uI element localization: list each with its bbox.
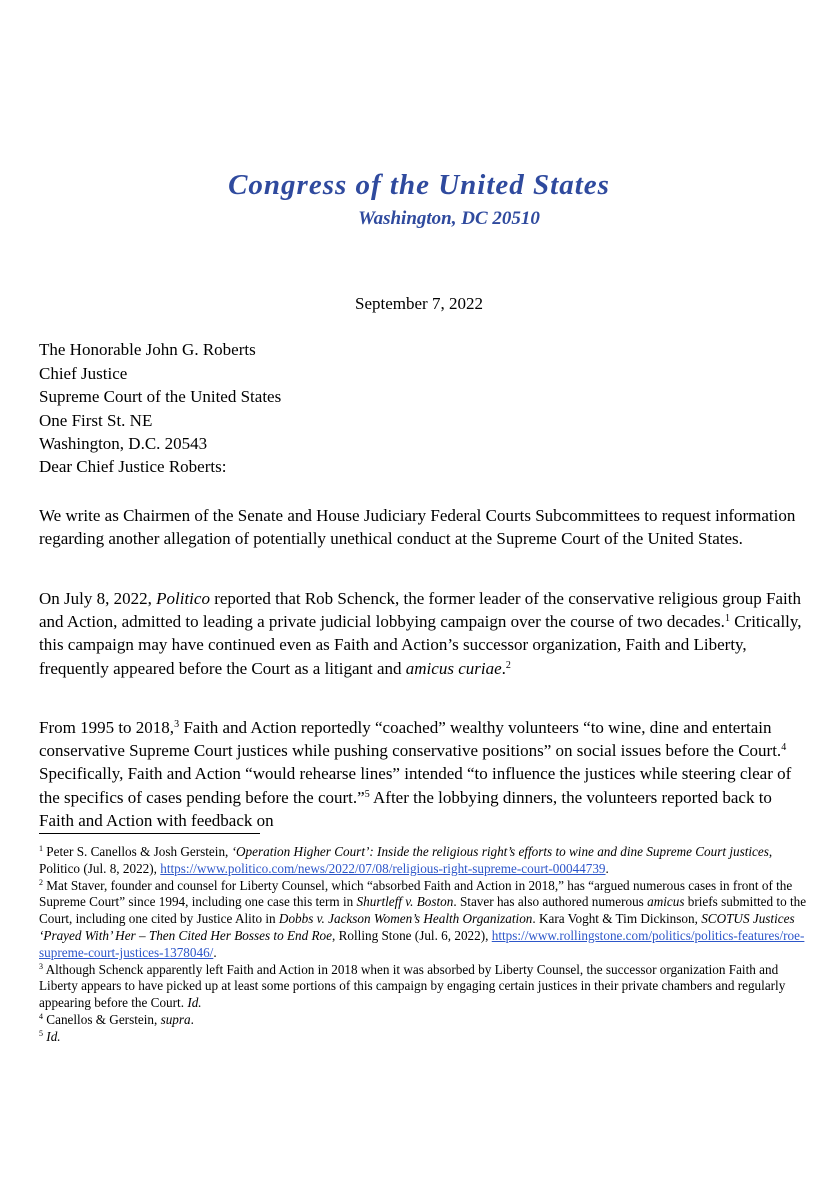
p2-text-c: Critically, this campaign may have continued even as Faith and Action’s successor organization, Faith and Liberty, frequently appeared before the Court as a litigant and <box>39 612 802 678</box>
footnote-ref-3[interactable]: 3 <box>174 719 180 730</box>
footnote-3 <box>39 962 809 1012</box>
paragraph-1: We write as Chairmen of the Senate and House Judiciary Federal Courts Subcommittees to request information regarding another allegation of potentially unethical conduct at the Supreme Court of the United States. <box>39 506 796 549</box>
letter-date: September 7, 2022 <box>355 294 483 313</box>
footnote-1-title: ‘Operation Higher Court’: Inside the religious right’s efforts to wine and dine Supreme Court justices <box>231 844 769 859</box>
footnote-3-id: Id. <box>187 995 202 1011</box>
footnote-2 <box>39 878 809 962</box>
footnote-2-case-shurtleff: Shurtleff v. Boston <box>356 894 454 910</box>
footnote-1 <box>39 844 809 878</box>
p3-text-b: Faith and Action reportedly “coached” wealthy volunteers “to wine, dine and entertain conservative Supreme Court justices while pushing conservative positions” on social issues before the Court. <box>39 718 782 761</box>
footnote-4-supra: supra <box>160 1011 191 1027</box>
p3-text-c: Specifically, Faith and Action “would rehearse lines” intended “to influence the justices while steering clear of the specifics of cases pending before the court.” <box>39 764 792 807</box>
footnote-3-number: 3 <box>39 961 43 971</box>
address-line-street: One First St. NE <box>39 410 153 430</box>
p2-text-a: On July 8, 2022, <box>39 589 157 608</box>
address-line-title: Chief Justice <box>39 363 128 383</box>
p2-text-b: reported that Rob Schenck, the former leader of the conservative religious group Faith and Action, admitted to leading a private judicial lobbying campaign over the course of two decades. <box>39 589 801 632</box>
p2-text-d: . <box>501 658 506 678</box>
footnote-2-amicus: amicus <box>647 894 685 910</box>
footnote-4-number: 4 <box>39 1011 43 1021</box>
footnote-2-text-b: . Staver has also authored numerous <box>453 894 648 910</box>
letterhead-title: Congress of the United States <box>228 169 610 201</box>
address-line-court: Supreme Court of the United States <box>39 387 282 406</box>
footnote-ref-5[interactable]: 5 <box>364 788 370 800</box>
footnote-5 <box>39 1029 809 1046</box>
footnote-2-text-c: briefs submitted to the Court, including one cited by Justice Alito in <box>39 894 807 927</box>
footnote-2-link[interactable]: https://www.rollingstone.com/politics/politics-features/roe-supreme-court-justices-1378046/ <box>39 927 805 960</box>
footnote-ref-2[interactable]: 2 <box>505 659 511 671</box>
footnotes <box>39 844 809 1046</box>
footnote-1-text-c: . <box>605 860 609 876</box>
footnote-4 <box>39 1012 809 1029</box>
footnote-1-text-a: Peter S. Canellos & Josh Gerstein, <box>43 844 232 859</box>
letterhead-subtitle: Washington, DC 20510 <box>358 208 540 229</box>
footnote-2-text-e: , Rolling Stone (Jul. 6, 2022), <box>332 927 492 943</box>
footnote-1-number: 1 <box>39 844 43 853</box>
paragraph-2 <box>39 587 809 680</box>
letterhead <box>0 166 838 232</box>
p2-politico: Politico <box>156 589 210 608</box>
footnote-2-number: 2 <box>39 877 43 887</box>
footnote-2-text-a: Mat Staver, founder and counsel for Liberty Counsel, which “absorbed Faith and Action in 2018,” has “argued numerous cases in front of the Supreme Court” since 1994, including one case this term in <box>39 877 793 910</box>
footnote-ref-4[interactable]: 4 <box>781 742 787 754</box>
recipient-address <box>39 338 281 456</box>
footnote-5-number: 5 <box>39 1028 43 1038</box>
footnote-1-text-b: , Politico (Jul. 8, 2022), <box>39 844 773 876</box>
address-line-name: The Honorable John G. Roberts <box>39 340 256 359</box>
footnote-2-text-d: . Kara Voght & Tim Dickinson, <box>532 911 702 927</box>
p3-text-d: After the lobbying dinners, the volunteers reported back to Faith and Action with feedback on <box>39 787 772 830</box>
footnote-2-title: SCOTUS Justices ‘Prayed With’ Her – Then Cited Her Bosses to End Roe <box>39 911 795 943</box>
footnote-1-link[interactable]: https://www.politico.com/news/2022/07/08/religious-right-supreme-court-00044739 <box>160 860 606 876</box>
paragraph-3 <box>39 716 809 832</box>
footnote-3-text-a: Although Schenck apparently left Faith and Action in 2018 when it was absorbed by Liberty Counsel, the successor organization Faith and Liberty appears to have picked up at least some portions of this campaign by engaging certain justices in their private chambers and regularly appearing before the Court. <box>39 961 786 1011</box>
footnote-4-text-b: . <box>190 1011 194 1027</box>
footnote-2-case-dobbs: Dobbs v. Jackson Women’s Health Organization <box>278 911 533 927</box>
footnote-4-text-a: Canellos & Gerstein, <box>43 1011 161 1027</box>
footnote-5-id: Id. <box>46 1028 61 1044</box>
salutation: Dear Chief Justice Roberts: <box>39 457 227 476</box>
address-line-city: Washington, D.C. 20543 <box>39 434 208 453</box>
footnote-ref-1[interactable]: 1 <box>724 613 730 625</box>
p3-text-a: From 1995 to 2018, <box>39 718 175 737</box>
footnote-divider <box>39 833 260 834</box>
footnote-2-text-f: . <box>213 944 217 960</box>
p2-amicus: amicus curiae <box>405 658 502 678</box>
